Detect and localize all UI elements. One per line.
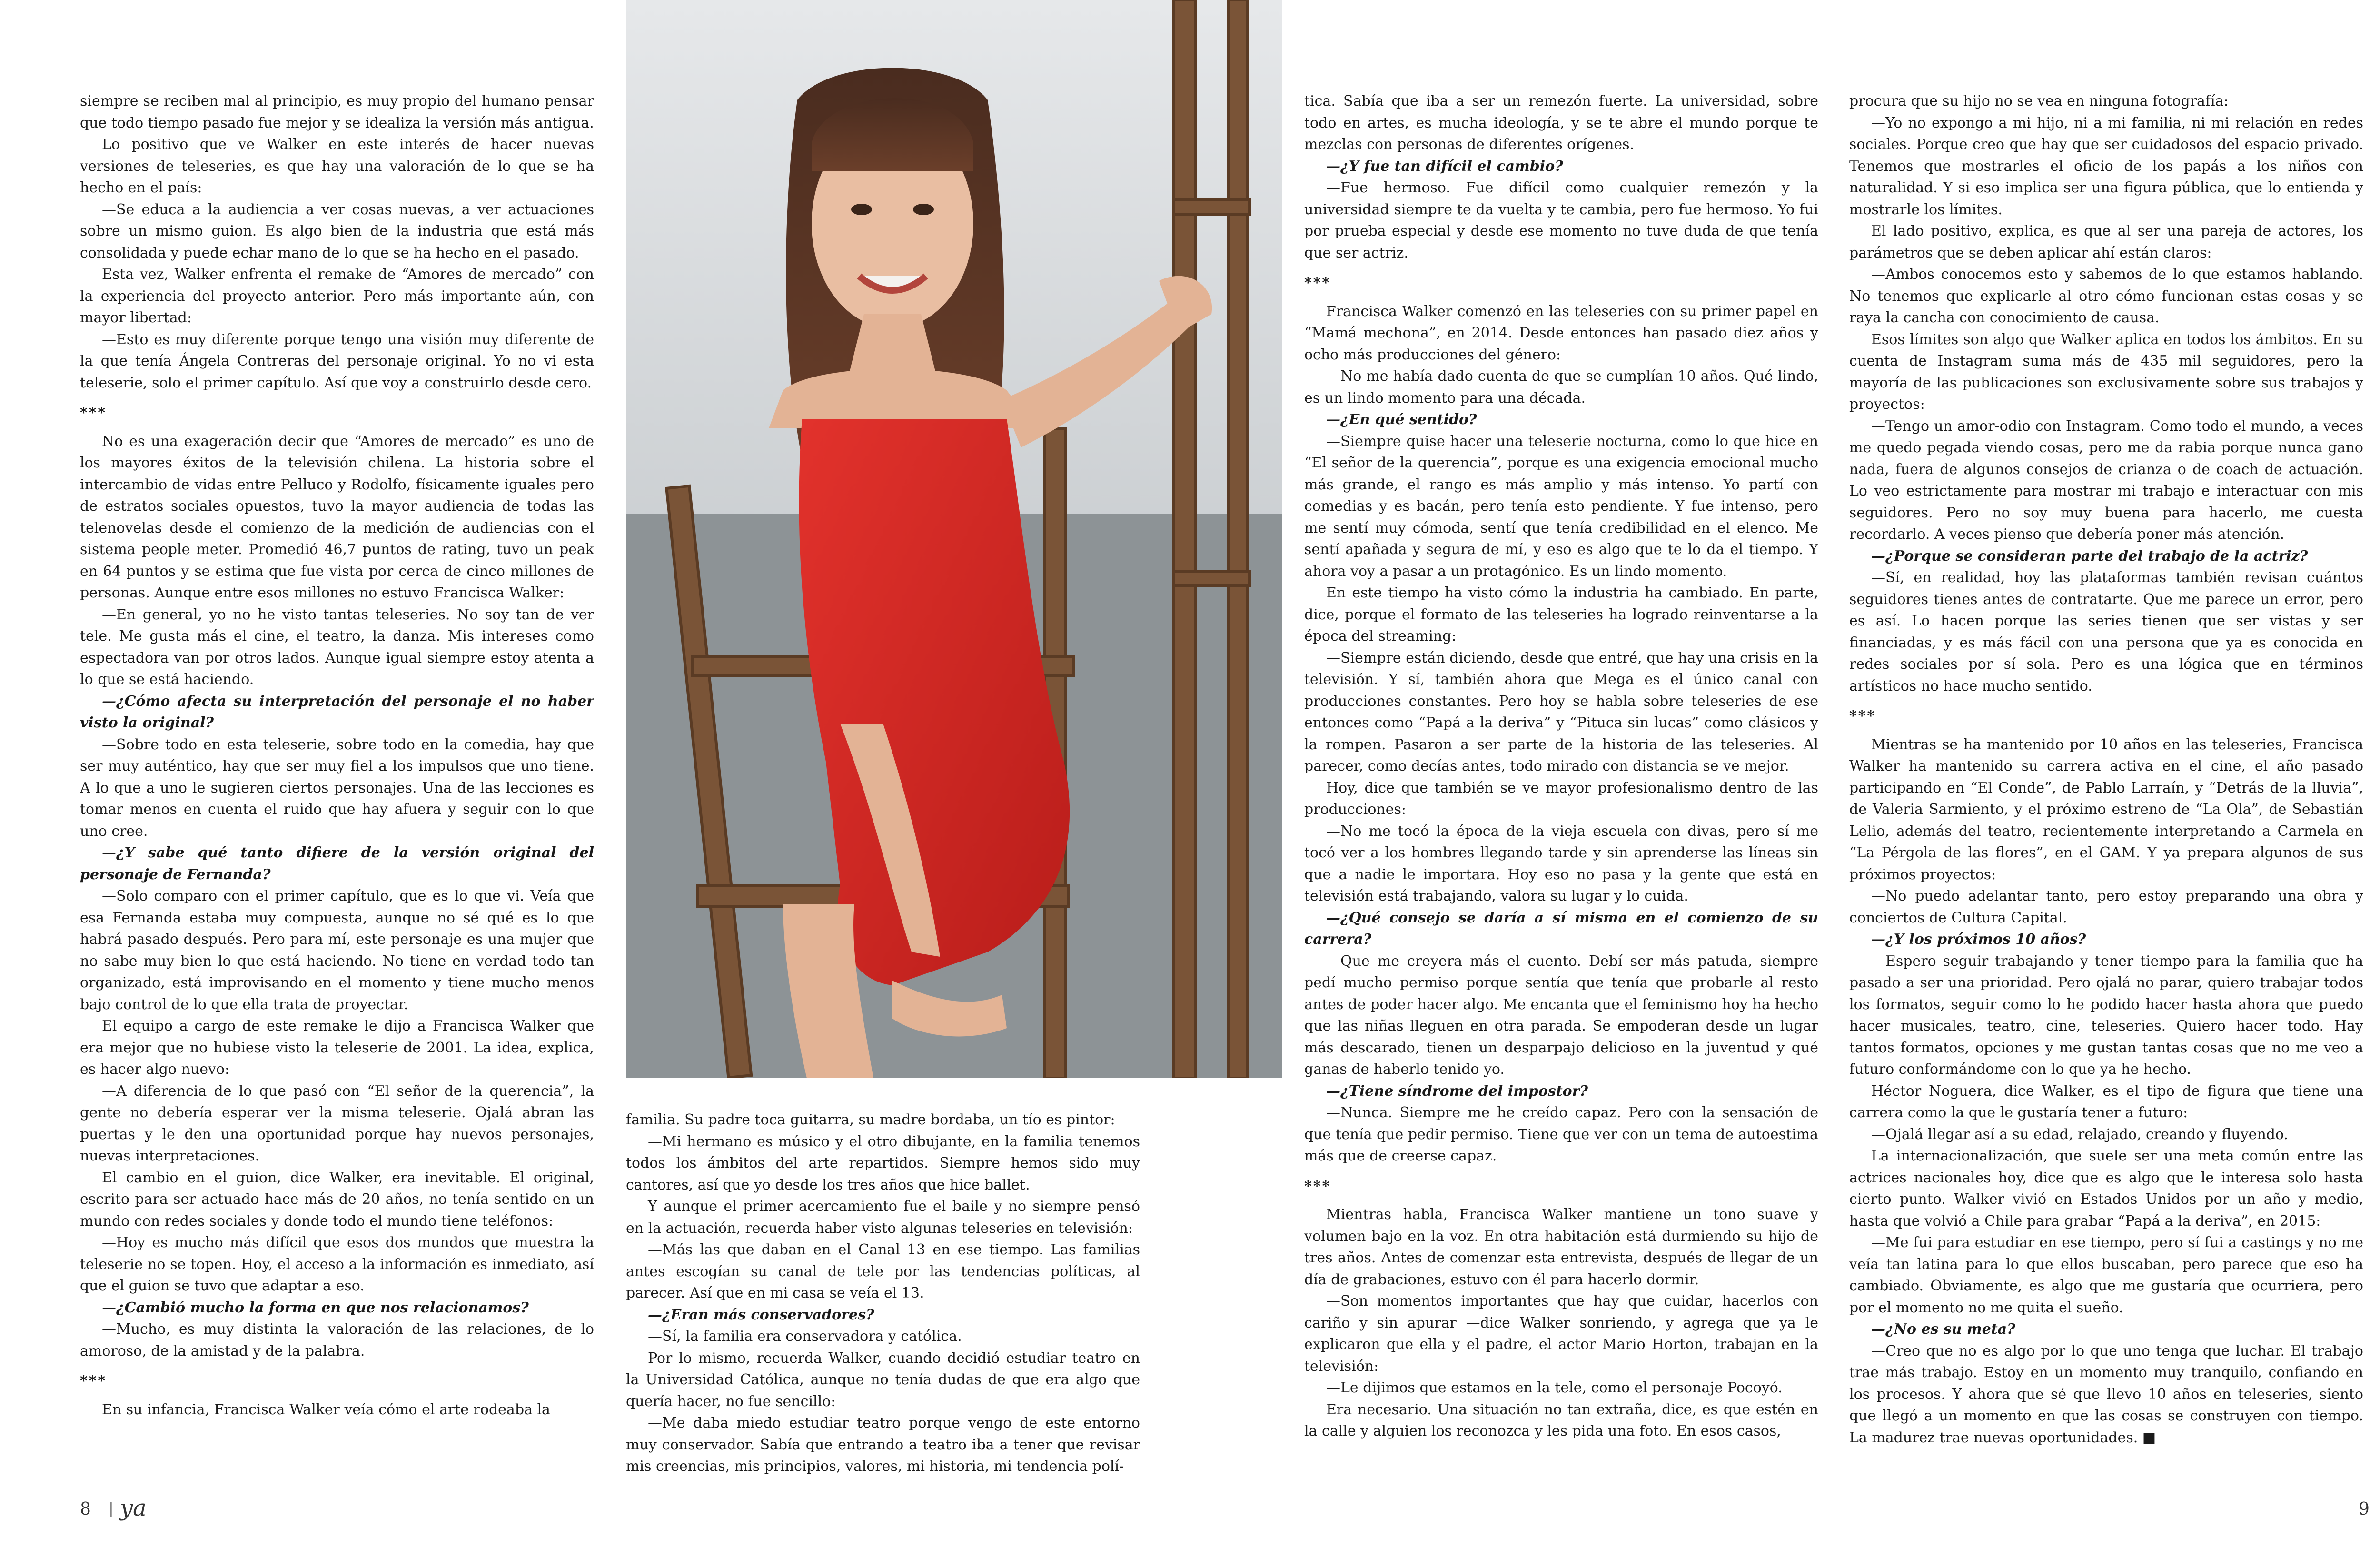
section-break: ***	[80, 405, 107, 421]
paragraph: El cambio en el guion, dice Walker, era inevitable. El original, escrito para ser actuado hace más de 20 años, no tenía sentido en un mundo con redes sociales y donde todo el mundo tiene teléfonos:	[80, 1169, 594, 1230]
paragraph: —Creo que no es algo por lo que uno tenga que luchar. El trabajo trae más trabajo. Estoy en un momento muy tranquilo, confiando en los procesos. Y ahora que sé que llevo 10 años en teleseries, siento que llegó a un momento en que las cosas se construyen con tiempo. La madurez trae nuevas oportunidades. ■	[1849, 1342, 2363, 1446]
paragraph: —Espero seguir trabajando y tener tiempo para la familia que ha pasado a ser una prioridad. Pero ojalá no parar, quiero trabajar todos los formatos, seguir como lo he podido hacer hasta ahora que puedo hacer musicales, teatro, cine, teleseries. Quiero hacer todo. Hay tantos formatos, opciones y me gustan tantas cosas que no me veo a futuro conformándome con lo que ya he hecho.	[1849, 952, 2363, 1078]
interview-question: —¿Eran más conservadores?	[648, 1306, 874, 1323]
interview-question: —¿Cambió mucho la forma en que nos relacionamos?	[102, 1299, 529, 1316]
paragraph: Por lo mismo, recuerda Walker, cuando decidió estudiar teatro en la Universidad Católica, aunque no tenía dudas de que era algo que quería hacer, no fue sencillo:	[626, 1349, 1140, 1410]
section-break: ***	[1304, 1178, 1331, 1195]
paragraph: —Son momentos importantes que hay que cuidar, hacerlos con cariño y sin apurar —dice Walker sonriendo, y agrega que ya le explicaron que ella y el padre, el actor Mario Horton, trabajan en la televisión:	[1304, 1293, 1818, 1375]
paragraph: —Tengo un amor-odio con Instagram. Como todo el mundo, a veces me quedo pegada viendo cosas, pero me da rabia porque nunca gano nada, fuera de algunos consejos de crianza o de coach de actuación. Lo veo estrictamente para mostrar mi trabajo e interactuar con mis seguidores. Pero no soy muy buena para hacerlo, me cuesta recordarlo. A veces pienso que debería poner más atención.	[1849, 417, 2363, 543]
section-break: ***	[1304, 275, 1331, 291]
paragraph: —Ambos conocemos esto y sabemos de lo que estamos hablando. No tenemos que explicarle al otro cómo funcionan estas cosas y se raya la cancha con conocimiento de causa.	[1849, 266, 2363, 326]
paragraph: —Mi hermano es músico y el otro dibujante, en la familia tenemos todos los ámbitos del arte repartidos. Siempre hemos sido muy cantores, así que yo desde los tres años que hice ballet.	[626, 1133, 1140, 1193]
paragraph: siempre se reciben mal al principio, es muy propio del humano pensar que todo tiempo pasado fue mejor y se idealiza la versión más antigua.	[80, 93, 594, 131]
paragraph: —Se educa a la audiencia a ver cosas nuevas, a ver actuaciones sobre un mismo guion. Es algo bien de la industria que está más consolidada y puede echar mano de lo que se ha hecho en el pasado.	[80, 201, 594, 261]
paragraph: El equipo a cargo de este remake le dijo a Francisca Walker que era mejor que no hubiese visto la teleserie de 2001. La idea, explica, es hacer algo nuevo:	[80, 1018, 594, 1078]
paragraph: Hoy, dice que también se ve mayor profesionalismo dentro de las producciones:	[1304, 779, 1818, 818]
interview-question: —¿Qué consejo se daría a sí misma en el comienzo de su carrera?	[1304, 909, 1818, 948]
paragraph: —Que me creyera más el cuento. Debí ser más patuda, siempre pedí mucho permiso porque sentía que tenía que probarle al resto antes de poder hacer algo. Me encanta que el feminismo hoy ha hecho que las niñas lleguen en otra parada. Se empoderan desde un lugar más descarado, tienen un desparpajo delicioso en la juventud y qué ganas de haberlo tenido yo.	[1304, 952, 1818, 1078]
section-break: ***	[80, 1373, 107, 1389]
paragraph: —En general, yo no he visto tantas teleseries. No soy tan de ver tele. Me gusta más el cine, el teatro, la danza. Mis intereses como espectadora van por otros lados. Aunque igual siempre estoy atenta a lo que se está haciendo.	[80, 606, 594, 688]
paragraph: —Siempre quise hacer una teleserie nocturna, como lo que hice en “El señor de la querencia”, porque es una exigencia emocional mucho más grande, el rango es más amplio y más intenso. Yo partí con comedias y es bacán, pero tenía esto pendiente. Y fue intenso, pero me sentí muy cómoda, sentí que tenía credibilidad en el elenco. Me sentí apañada y segura de mí, y eso es algo que te lo da el tiempo. Y ahora voy a pasar a un protagónico. Es un lindo momento.	[1304, 433, 1818, 580]
paragraph: familia. Su padre toca guitarra, su madre bordaba, un tío es pintor:	[626, 1111, 1115, 1128]
interview-question: —¿Porque se consideran parte del trabajo de la actriz?	[1871, 547, 2308, 565]
interview-question: —¿En qué sentido?	[1326, 411, 1477, 428]
paragraph: Y aunque el primer acercamiento fue el baile y no siempre pensó en la actuación, recuerda haber visto algunas teleseries en televisión:	[626, 1198, 1140, 1237]
paragraph: Mientras habla, Francisca Walker mantiene un tono suave y volumen bajo en la voz. En otra habitación está durmiendo su hijo de tres años. Antes de comenzar esta entrevista, después de llegar de un día de grabaciones, estuvo con él para hacerlo dormir.	[1304, 1206, 1818, 1288]
paragraph: —Siempre están diciendo, desde que entré, que hay una crisis en la televisión. Y sí, también ahora que Mega es el único canal con producciones constantes. Pero hoy se habla sobre teleseries de ese entonces como “Papá a la deriva” y “Pituca sin lucas” como clásicos y la rompen. Pasaron a ser parte de la historia de las teleseries. Al parecer, como decías antes, todo mirado con distancia se ve mejor.	[1304, 649, 1818, 774]
paragraph: —Me daba miedo estudiar teatro porque vengo de este entorno muy conservador. Sabía que entrando a teatro iba a tener que revisar mis creencias, mis principios, valores, mi historia, mi tendencia polí-	[626, 1415, 1140, 1475]
paragraph: —Hoy es mucho más difícil que esos dos mundos que muestra la teleserie no se topen. Hoy, el acceso a la información es inmediato, así que el guion se tuvo que adaptar a eso.	[80, 1234, 594, 1294]
page-number-left: 8	[80, 1499, 91, 1519]
paragraph: Era necesario. Una situación no tan extraña, dice, es que estén en la calle y alguien los reconozca y les pida una foto. En esos casos,	[1304, 1401, 1818, 1439]
paragraph: Francisca Walker comenzó en las teleseries con su primer papel en “Mamá mechona”, en 2014. Desde entonces han pasado diez años y ocho más producciones del género:	[1304, 303, 1818, 363]
paragraph: —Mucho, es muy distinta la valoración de las relaciones, de lo amoroso, de la amistad y de la palabra.	[80, 1321, 594, 1359]
paragraph: En este tiempo ha visto cómo la industria ha cambiado. En parte, dice, porque el formato de las teleseries ha logrado reinventarse a la época del streaming:	[1304, 585, 1818, 645]
paragraph: —Ojalá llegar así a su edad, relajado, creando y fluyendo.	[1871, 1126, 2289, 1143]
paragraph: —A diferencia de lo que pasó con “El señor de la querencia”, la gente no debería esperar ver la misma teleserie. Ojalá abran las puertas y le den una oportunidad porque hay nuevos personajes, nuevas interpretaciones.	[80, 1082, 594, 1164]
section-break: ***	[1849, 708, 1876, 724]
paragraph: —Sí, la familia era conservadora y católica.	[648, 1328, 962, 1345]
interview-question: —¿Y sabe qué tanto difiere de la versión original del personaje de Fernanda?	[80, 844, 594, 883]
paragraph: —Solo comparo con el primer capítulo, que es lo que vi. Veía que esa Fernanda estaba muy compuesta, aunque no sé qué es lo que habrá pasado después. Pero para mí, este personaje es una mujer que no sabe muy bien lo que está haciendo. No tiene en verdad todo tan organizado, está improvisando en el momento y tiene mucho menos bajo control de lo que ella trata de proyectar.	[80, 888, 594, 1013]
article-column-2	[626, 1109, 1140, 1476]
paragraph: tica. Sabía que iba a ser un remezón fuerte. La universidad, sobre todo en artes, es mucha ideología, y se te abre el mundo porque te mezclas con personas de diferentes orígenes.	[1304, 93, 1818, 153]
interview-question: —¿Tiene síndrome del impostor?	[1326, 1082, 1588, 1100]
interview-question: —¿No es su meta?	[1871, 1321, 2015, 1338]
interview-question: —¿Y los próximos 10 años?	[1871, 931, 2086, 948]
paragraph: Héctor Noguera, dice Walker, es el tipo de figura que tiene una carrera como la que le gustaría tener a futuro:	[1849, 1082, 2363, 1121]
paragraph: —Sí, en realidad, hoy las plataformas también revisan cuántos seguidores tienes antes de contratarte. Que me parece un error, pero es así. Lo hacen porque las series tienen que ser vistas y ser financiadas, y es más fácil con una persona que ya es conocida en redes sociales por sí sola. Pero es una lógica que en términos artísticos no hace mucho sentido.	[1849, 569, 2363, 694]
article-column-3	[1304, 90, 1818, 1485]
paragraph: Mientras se ha mantenido por 10 años en las teleseries, Francisca Walker ha mantenido su carrera activa en el cine, el año pasado participando en “El Conde”, de Pablo Larraín, y “Detrás de la lluvia”, de Valeria Sarmiento, y el próximo estreno de “La Ola”, de Sebastián Lelio, además del teatro, recientemente interpretando a Carmela en “La Pérgola de las flores”, en el GAM. Y ya prepara algunos de sus próximos proyectos:	[1849, 736, 2363, 883]
paragraph: Esos límites son algo que Walker aplica en todos los ámbitos. En su cuenta de Instagram suma más de 435 mil seguidores, pero la mayoría de las publicaciones son exclusivamente sobre sus trabajos y proyectos:	[1849, 331, 2363, 413]
article-column-4	[1849, 90, 2363, 1485]
paragraph: —Nunca. Siempre me he creído capaz. Pero con la sensación de que tenía que pedir permiso. Tiene que ver con un tema de autoestima más que de creerse capaz.	[1304, 1104, 1818, 1164]
paragraph: No es una exageración decir que “Amores de mercado” es uno de los mayores éxitos de la televisión chilena. La historia sobre el intercambio de vidas entre Pelluco y Rodolfo, físicamente iguales pero de estratos sociales opuestos, tuvo la mayor audiencia de todas las telenovelas desde el comienzo de la medición de audiencias con el sistema people meter. Promedió 46,7 puntos de rating, tuvo un peak en 64 puntos y se estima que fue vista por cerca de cinco millones de personas. Aunque entre esos millones no estuvo Francisca Walker:	[80, 433, 594, 601]
paragraph: —Le dijimos que estamos en la tele, como el personaje Pocoyó.	[1326, 1379, 1783, 1396]
page-number-right: 9	[2359, 1499, 2370, 1519]
magazine-logo: ya	[120, 1495, 147, 1521]
paragraph: —Fue hermoso. Fue difícil como cualquier remezón y la universidad siempre te da vuelta y te cambia, pero fue hermoso. Yo fui por prueba especial y desde ese momento no tuve duda de que tenía que ser actriz.	[1304, 179, 1818, 261]
paragraph: El lado positivo, explica, es que al ser una pareja de actores, los parámetros que se deben aplicar ahí están claros:	[1849, 223, 2363, 261]
paragraph: —Me fui para estudiar en ese tiempo, pero sí fui a castings y no me veía tan latina para lo que ellos buscaban, pero parece que eso ha cambiado. Obviamente, es algo que me gustaría que ocurriera, pero por el momento no me quita el sueño.	[1849, 1234, 2363, 1316]
paragraph: La internacionalización, que suele ser una meta común entre las actrices nacionales hoy, dice que es algo que le interesa solo hasta cierto punto. Walker vivió en Estados Unidos por un año y medio, hasta que volvió a Chile para grabar “Papá a la deriva”, en 2015:	[1849, 1148, 2363, 1230]
folio-separator: |	[109, 1499, 114, 1517]
paragraph: —No me tocó la época de la vieja escuela con divas, pero sí me tocó ver a los hombres llegando tarde y sin aprenderse las líneas sin que a nadie le importara. Hoy eso no pasa y la gente que está en televisión está trabajando, valora su lugar y lo cuida.	[1304, 823, 1818, 904]
article-column-1	[80, 90, 594, 1485]
interview-question: —¿Cómo afecta su interpretación del personaje el no haber visto la original?	[80, 693, 594, 731]
portrait-photo	[626, 0, 1282, 1078]
paragraph: Lo positivo que ve Walker en este interés de hacer nuevas versiones de teleseries, es que hay una valoración de lo que se ha hecho en el país:	[80, 136, 594, 196]
paragraph: En su infancia, Francisca Walker veía cómo el arte rodeaba la	[102, 1401, 550, 1418]
paragraph: —No puedo adelantar tanto, pero estoy preparando una obra y conciertos de Cultura Capital.	[1849, 888, 2363, 926]
paragraph: —Esto es muy diferente porque tengo una visión muy diferente de la que tenía Ángela Contreras del personaje original. Yo no vi esta teleserie, solo el primer capítulo. Así que voy a construirlo desde cero.	[80, 331, 594, 391]
interview-question: —¿Y fue tan difícil el cambio?	[1326, 158, 1563, 175]
paragraph: —Más las que daban en el Canal 13 en ese tiempo. Las familias antes escogían su canal de tele por las tendencias políticas, al parecer. Así que en mi casa se veía el 13.	[626, 1241, 1140, 1301]
paragraph: procura que su hijo no se vea en ninguna fotografía:	[1849, 93, 2229, 109]
paragraph: —Sobre todo en esta teleserie, sobre todo en la comedia, hay que ser muy auténtico, hay que ser muy fiel a los impulsos que uno tiene. A lo que a uno le sugieren ciertos personajes. Una de las lecciones es tomar menos en cuenta el ruido que hay afuera y seguir con lo que uno cree.	[80, 736, 594, 840]
paragraph: —Yo no expongo a mi hijo, ni a mi familia, ni mi relación en redes sociales. Porque creo que hay que ser cuidadosos del espacio privado. Tenemos que mostrarles el oficio de los papás a los niños con naturalidad. Y si eso implica ser una figura pública, que lo entienda y mostrarle los límites.	[1849, 114, 2363, 218]
paragraph: —No me había dado cuenta de que se cumplían 10 años. Qué lindo, es un lindo momento para una década.	[1304, 368, 1818, 407]
paragraph: Esta vez, Walker enfrenta el remake de “Amores de mercado” con la experiencia del proyecto anterior. Pero más importante aún, con mayor libertad:	[80, 266, 594, 326]
